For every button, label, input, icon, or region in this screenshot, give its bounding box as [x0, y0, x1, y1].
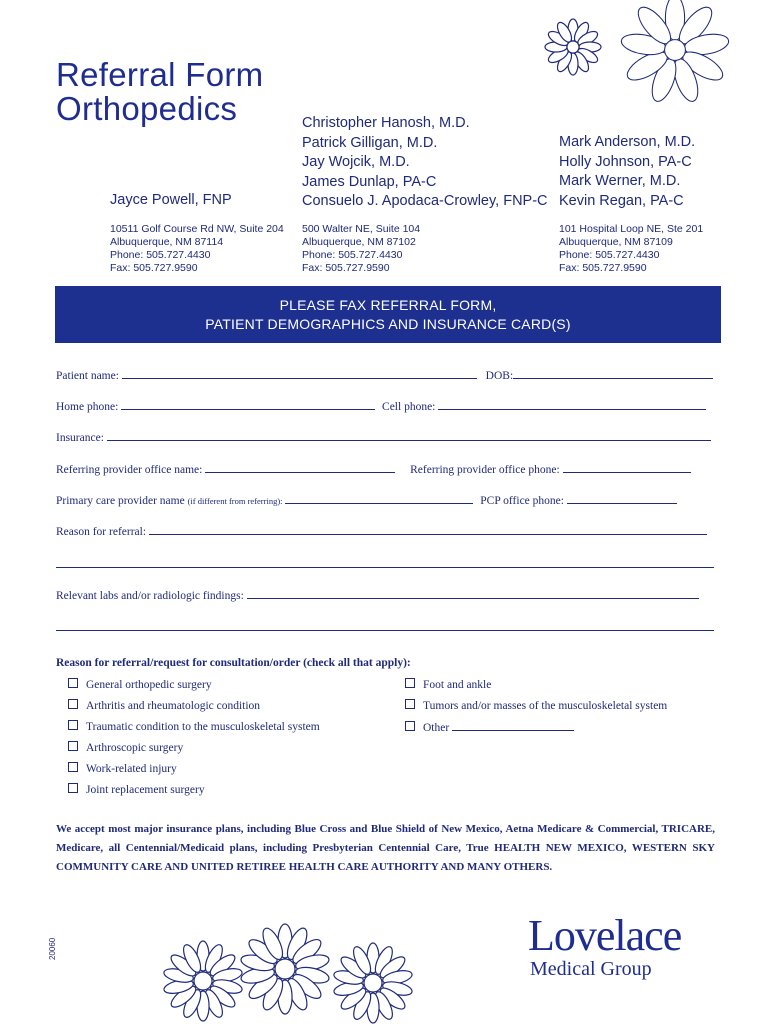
- title-line-1: Referral Form: [56, 56, 264, 93]
- provider-name: Jay Wojcik, M.D.: [302, 154, 410, 170]
- other-input[interactable]: [452, 720, 574, 731]
- labs-input[interactable]: [247, 588, 699, 599]
- referring-office-phone-label: Referring provider office phone:: [410, 464, 560, 476]
- page-title: [56, 58, 263, 126]
- address-line: Albuquerque, NM 87102: [302, 236, 416, 248]
- checkbox-icon[interactable]: [68, 741, 78, 751]
- dob-label: DOB:: [485, 370, 514, 382]
- checkbox-tumors[interactable]: [405, 699, 667, 712]
- labs-continuation-line[interactable]: [56, 630, 714, 631]
- address-line: Albuquerque, NM 87114: [110, 236, 224, 248]
- provider-name: Holly Johnson, PA-C: [559, 153, 692, 170]
- referring-office-phone-input[interactable]: [563, 462, 691, 473]
- provider-name: Mark Anderson, M.D.: [559, 134, 696, 150]
- location-1-providers: [110, 191, 232, 211]
- insurance-label: Insurance:: [56, 432, 104, 444]
- checkbox-general-orthopedic[interactable]: [68, 678, 212, 691]
- banner-line-2: PATIENT DEMOGRAPHICS AND INSURANCE CARD(S): [205, 316, 571, 332]
- location-1-address: [110, 223, 284, 275]
- cell-phone-label: Cell phone:: [382, 401, 436, 413]
- provider-name: Jayce Powell, FNP: [110, 192, 232, 208]
- labs-label: Relevant labs and/or radiologic findings:: [56, 590, 244, 602]
- address-line: 10511 Golf Course Rd NW, Suite 204: [110, 223, 284, 235]
- reason-input[interactable]: [149, 524, 707, 535]
- checkbox-label: Arthroscopic surgery: [86, 742, 184, 754]
- checkbox-icon[interactable]: [68, 762, 78, 772]
- form-code: 20060: [48, 937, 57, 960]
- patient-name-row: [56, 368, 713, 384]
- reason-checklist-heading: Reason for referral/request for consultation/order (check all that apply):: [56, 657, 411, 669]
- location-2-providers: [302, 114, 548, 212]
- lovelace-logo-sub: Medical Group: [530, 958, 652, 980]
- checkbox-icon[interactable]: [68, 783, 78, 793]
- pcp-phone-label: PCP office phone:: [480, 495, 564, 507]
- checkbox-label: General orthopedic surgery: [86, 679, 212, 691]
- provider-name: Patrick Gilligan, M.D.: [302, 134, 438, 151]
- insurance-input[interactable]: [107, 430, 711, 441]
- pcp-name-label: Primary care provider name: [56, 495, 185, 507]
- phone-row: [56, 399, 706, 415]
- address-line: 500 Walter NE, Suite 104: [302, 223, 421, 235]
- phone-line: Phone: 505.727.4430: [110, 249, 211, 261]
- checkbox-arthroscopic[interactable]: [68, 741, 183, 754]
- home-phone-label: Home phone:: [56, 401, 119, 413]
- checkbox-icon[interactable]: [68, 699, 78, 709]
- location-3-providers: [559, 133, 695, 211]
- insurance-row: [56, 430, 711, 446]
- provider-name: Kevin Regan, PA-C: [559, 192, 684, 209]
- checkbox-joint-replacement[interactable]: [68, 783, 205, 796]
- checkbox-work-related[interactable]: [68, 762, 177, 775]
- referring-provider-row: [56, 462, 691, 478]
- checkbox-icon[interactable]: [68, 678, 78, 688]
- phone-line: Phone: 505.727.4430: [302, 249, 403, 261]
- checkbox-icon[interactable]: [405, 721, 415, 731]
- title-line-2: Orthopedics: [56, 90, 238, 127]
- checkbox-label: Tumors and/or masses of the musculoskeletal system: [423, 700, 668, 712]
- reason-row: [56, 524, 707, 540]
- fax-instructions-banner: [55, 286, 721, 343]
- checkbox-label: Work-related injury: [86, 763, 177, 775]
- daisy-icon: [542, 16, 604, 78]
- lovelace-logo-name: Lovelace: [528, 911, 682, 960]
- home-phone-input[interactable]: [121, 399, 375, 410]
- fax-line: Fax: 505.727.9590: [302, 262, 390, 274]
- location-3-address: [559, 223, 703, 275]
- pcp-phone-input[interactable]: [567, 493, 677, 504]
- checkbox-label: Traumatic condition to the musculoskeletal system: [86, 721, 320, 733]
- address-line: Albuquerque, NM 87109: [559, 236, 673, 248]
- checkbox-icon[interactable]: [405, 678, 415, 688]
- insurance-statement: We accept most major insurance plans, including Blue Cross and Blue Shield of New Mexico, Aetna Medicare & Commercial, TRICARE, Medicare, all Centennial/Medicaid plans, including Presbyterian Centennial Care, True HEALTH NEW MEXICO, WESTERN SKY COMMUNITY CARE AND UNITED RETIREE HEALTH CARE AUTHORITY AND MANY OTHERS.: [56, 823, 715, 873]
- provider-name: Christopher Hanosh, M.D.: [302, 115, 470, 131]
- labs-row: [56, 588, 699, 604]
- checkbox-foot-ankle[interactable]: [405, 678, 491, 691]
- checkbox-traumatic[interactable]: [68, 720, 320, 733]
- checkbox-label: Other: [423, 722, 450, 734]
- daisy-icon: [597, 0, 753, 106]
- banner-line-1: PLEASE FAX REFERRAL FORM,: [279, 297, 497, 313]
- address-line: 101 Hospital Loop NE, Ste 201: [559, 223, 704, 235]
- checkbox-label: Joint replacement surgery: [86, 784, 205, 796]
- daisy-icon: [236, 920, 334, 1018]
- checkbox-icon[interactable]: [405, 699, 415, 709]
- checkbox-label: Arthritis and rheumatologic condition: [86, 700, 261, 712]
- checkbox-other[interactable]: [405, 720, 574, 734]
- reason-continuation-line[interactable]: [56, 567, 714, 568]
- fax-line: Fax: 505.727.9590: [110, 262, 198, 274]
- patient-name-input[interactable]: [122, 368, 477, 379]
- checkbox-label: Foot and ankle: [423, 679, 492, 691]
- checkbox-arthritis[interactable]: [68, 699, 260, 712]
- provider-name: Mark Werner, M.D.: [559, 173, 681, 189]
- location-2-address: [302, 223, 420, 275]
- daisy-icon: [330, 940, 416, 1026]
- checkbox-icon[interactable]: [68, 720, 78, 730]
- fax-line: Fax: 505.727.9590: [559, 262, 647, 274]
- cell-phone-input[interactable]: [438, 399, 706, 410]
- daisy-icon: [160, 938, 246, 1024]
- patient-name-label: Patient name:: [56, 370, 119, 382]
- pcp-row: [56, 493, 677, 509]
- pcp-note: (if different from referring):: [187, 496, 283, 506]
- referring-office-name-input[interactable]: [205, 462, 395, 473]
- provider-name: Consuelo J. Apodaca-Crowley, FNP-C: [302, 193, 548, 209]
- referring-office-name-label: Referring provider office name:: [56, 464, 203, 476]
- dob-input[interactable]: [513, 368, 713, 379]
- pcp-name-input[interactable]: [285, 493, 473, 504]
- phone-line: Phone: 505.727.4430: [559, 249, 660, 261]
- reason-label: Reason for referral:: [56, 526, 147, 538]
- provider-name: James Dunlap, PA-C: [302, 173, 437, 190]
